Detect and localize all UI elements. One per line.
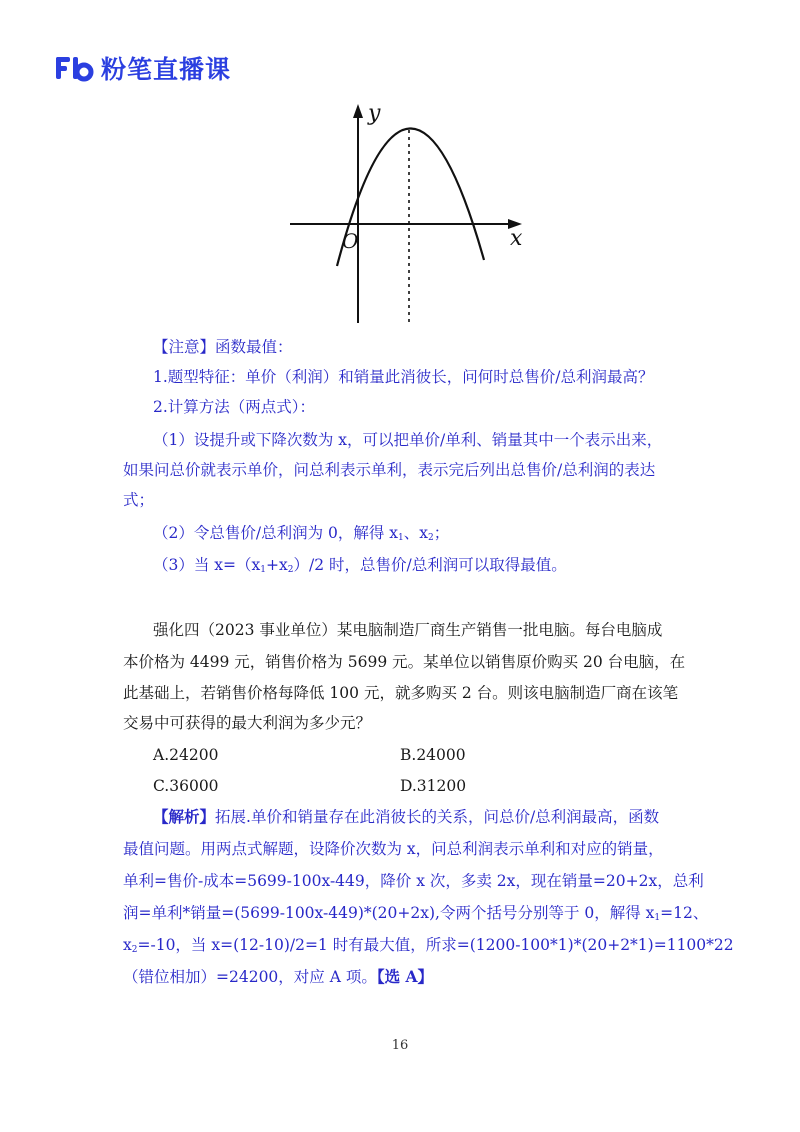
parabola-graph: [282, 98, 527, 326]
option-d: D.31200: [400, 777, 467, 795]
parabola-curve: [337, 128, 484, 266]
analysis-line4-b: =12、: [660, 904, 709, 922]
question-line1: 强化四（2023 事业单位）某电脑制造厂商生产销售一批电脑。每台电脑成: [153, 621, 663, 639]
note-p4-c: ；: [433, 524, 450, 542]
note-p4-sub2: 2: [428, 533, 434, 543]
note-p4-b: 、x: [403, 524, 429, 542]
analysis-tag: 【解析】: [153, 807, 216, 826]
question-line4: 交易中可获得的最大利润为多少元？: [123, 714, 372, 732]
brand-text: 粉笔直播课: [101, 55, 232, 84]
option-c: C.36000: [153, 777, 219, 795]
analysis-line1: [153, 806, 659, 828]
y-axis-arrow: [353, 104, 363, 118]
note-p5-sub2: 2: [287, 565, 294, 575]
note-p4-a: （2）令总售价/总利润为 0，解得 x: [153, 524, 399, 542]
x-axis-label: x: [510, 226, 523, 251]
analysis-line5-a: x: [123, 936, 132, 954]
analysis-line6: [123, 966, 433, 988]
question-line3: 此基础上，若销售价格每降低 100 元，就多购买 2 台。则该电脑制造厂商在该笔: [123, 684, 679, 702]
answer-tag: 【选 A】: [376, 967, 434, 986]
note-p3-line2: 如果问总价就表示单价，问总利表示单利，表示完后列出总售价/总利润的表达: [123, 461, 656, 479]
y-axis-label: y: [368, 101, 381, 126]
note-p1: 1.题型特征：单价（利润）和销量此消彼长，问何时总售价/总利润最高？: [153, 368, 654, 386]
note-p5: [153, 554, 567, 581]
note-p5-sub1: 1: [260, 565, 266, 575]
analysis-line5: [123, 934, 734, 961]
analysis-line4-sub: 1: [654, 913, 661, 923]
analysis-line4: [123, 902, 708, 929]
origin-label: O: [342, 229, 359, 253]
brand-header: [55, 50, 231, 86]
analysis-line5-sub: 2: [131, 945, 138, 955]
note-p4: [153, 522, 449, 549]
analysis-line3: 单利=售价-成本=5699-100x-449，降价 x 次，多卖 2x，现在销量=20+2x，总利: [123, 872, 704, 890]
analysis-line6-a: （错位相加）=24200，对应 A 项。: [123, 968, 377, 986]
note-p3-line3: 式；: [123, 491, 155, 509]
note-p2: 2.计算方法（两点式）：: [153, 398, 316, 416]
analysis-line4-a: 润=单利*销量=(5699-100x-449)*(20+2x),令两个括号分别等于 0，解得 x: [123, 904, 655, 922]
note-p5-b: +x: [266, 556, 288, 574]
note-p3-line1: （1）设提升或下降次数为 x，可以把单价/单利、销量其中一个表示出来，: [153, 431, 663, 449]
note-p5-a: （3）当 x=（x: [153, 556, 261, 574]
option-b: B.24000: [400, 746, 466, 764]
page-number: 16: [391, 1038, 409, 1053]
analysis-line2: 最值问题。用两点式解题，设降价次数为 x，问总利润表示单利和对应的销量，: [123, 840, 664, 858]
analysis-line1-text: 拓展.单价和销量存在此消彼长的关系，问总价/总利润最高，函数: [215, 808, 660, 826]
fenbi-logo-icon: [55, 54, 95, 82]
note-p4-sub1: 1: [398, 533, 404, 543]
option-a: A.24200: [153, 746, 219, 764]
question-line2: 本价格为 4499 元，销售价格为 5699 元。某单位以销售原价购买 20 台电脑，在: [123, 653, 686, 671]
analysis-line5-b: =-10，当 x=(12-10)/2=1 时有最大值，所求=(1200-100*1)*(20+2*1)=1100*22: [137, 936, 734, 954]
note-p5-c: ）/2 时，总售价/总利润可以取得最值。: [293, 556, 567, 574]
note-title: 【注意】函数最值：: [153, 338, 293, 356]
